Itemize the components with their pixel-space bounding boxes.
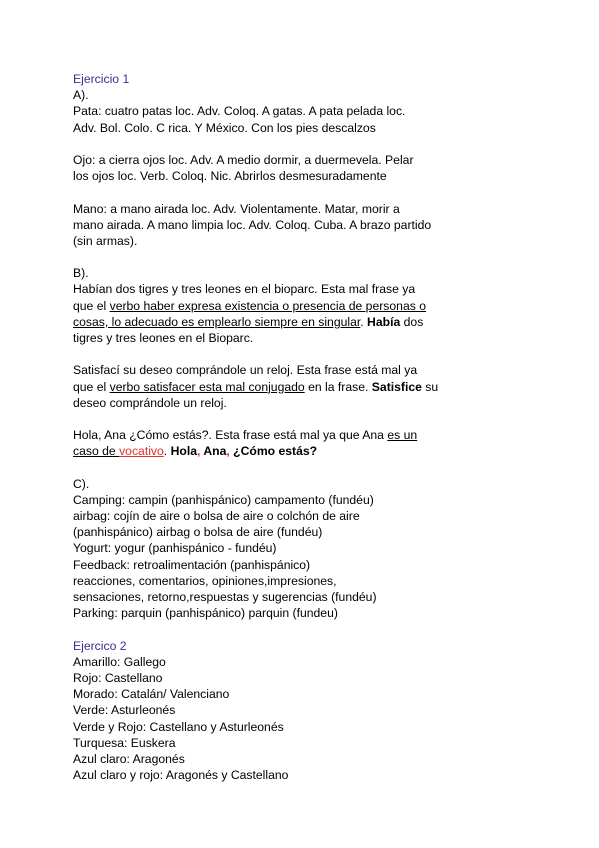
text-line: los ojos loc. Verb. Coloq. Nic. Abrirlos desmesuradamente	[73, 169, 387, 184]
blank-line	[73, 136, 573, 152]
list-item: Morado: Catalán/ Valenciano	[73, 687, 230, 702]
text-line: airbag: cojín de aire o bolsa de aire o colchón de aire	[73, 509, 360, 524]
text-span: Hola, Ana ¿Cómo estás?. Esta frase está mal ya que Ana	[73, 428, 388, 443]
red-comma: ,	[197, 444, 201, 459]
list-item: Azul claro: Aragonés	[73, 751, 185, 766]
text-line: Satisfací su deseo comprándole un reloj. Esta frase está mal ya	[73, 363, 418, 378]
text-line: Parking: parquin (panhispánico) parquin (fundeu)	[73, 606, 338, 621]
list-item: Verde: Asturleonés	[73, 703, 176, 718]
underlined-text: verbo satisfacer esta mal conjugado	[109, 379, 305, 394]
text-span: dos	[400, 314, 424, 329]
section-a-body	[73, 103, 573, 249]
text-span: que el	[73, 298, 110, 313]
text-line: Yogurt: yogur (panhispánico - fundéu)	[73, 541, 277, 556]
text-span: en la frase.	[304, 379, 372, 394]
bold-text: Había	[367, 314, 401, 329]
list-item: Rojo: Castellano	[73, 670, 163, 685]
text-line	[73, 443, 573, 459]
text-span: su	[421, 379, 439, 394]
section-a-label: A).	[73, 88, 89, 103]
text-line: (panhispánico) airbag o bolsa de aire (fundéu)	[73, 525, 323, 540]
text-line	[73, 427, 573, 443]
vocativo-highlight: vocativo	[119, 444, 164, 459]
text-line: Ojo: a cierra ojos loc. Adv. A medio dormir, a duermevela. Pelar	[73, 152, 414, 167]
exercise-2-heading: Ejercico 2	[73, 638, 127, 653]
text-line	[73, 314, 573, 330]
blank-line	[73, 249, 573, 265]
exercise-1-heading: Ejercicio 1	[73, 72, 130, 86]
underlined-text: verbo haber expresa existencia o presencia de personas o	[109, 298, 426, 313]
section-b-paragraph-1	[73, 281, 573, 346]
list-item: Azul claro y rojo: Aragonés y Castellano	[73, 768, 289, 783]
text-span: .	[360, 314, 368, 329]
text-line: (sin armas).	[73, 233, 138, 248]
blank-line	[73, 346, 573, 362]
text-span: .	[163, 444, 171, 459]
underlined-text: caso de	[73, 444, 120, 459]
section-b-paragraph-3	[73, 427, 573, 459]
text-line	[73, 298, 573, 314]
underlined-text: cosas, lo adecuado es emplearlo siempre en singular	[73, 314, 361, 329]
blank-line	[73, 411, 573, 427]
text-line: Mano: a mano airada loc. Adv. Violentamente. Matar, morir a	[73, 201, 400, 216]
blank-line	[73, 460, 573, 476]
blank-line	[73, 621, 573, 637]
text-line: Habían dos tigres y tres leones en el bioparc. Esta mal frase ya	[73, 282, 416, 297]
text-span: que el	[73, 379, 110, 394]
bold-text: Ana	[200, 444, 227, 459]
text-line	[73, 379, 573, 395]
document-page	[73, 71, 573, 783]
section-b-paragraph-2	[73, 362, 573, 411]
bold-text: Satisfice	[371, 379, 422, 394]
text-line: mano airada. A mano limpia loc. Adv. Coloq. Cuba. A brazo partido	[73, 217, 432, 232]
section-c-body	[73, 492, 573, 622]
bold-text: ¿Cómo estás?	[229, 444, 318, 459]
text-line: Feedback: retroalimentación (panhispánico)	[73, 557, 311, 572]
text-line: Camping: campin (panhispánico) campamento (fundéu)	[73, 492, 374, 507]
text-line: reacciones, comentarios, opiniones,impresiones,	[73, 573, 337, 588]
red-comma: ,	[226, 444, 230, 459]
exercise-2-list	[73, 654, 573, 784]
text-line: sensaciones, retorno,respuestas y sugerencias (fundéu)	[73, 590, 377, 604]
text-line: Pata: cuatro patas loc. Adv. Coloq. A gatas. A pata pelada loc.	[73, 104, 406, 119]
section-c-label: C).	[73, 476, 90, 491]
text-line: Adv. Bol. Colo. C rica. Y México. Con los pies descalzos	[73, 120, 376, 135]
list-item: Verde y Rojo: Castellano y Asturleonés	[73, 719, 284, 734]
text-line: tigres y tres leones en el Bioparc.	[73, 331, 254, 345]
underlined-text: es un	[387, 428, 418, 443]
blank-line	[73, 184, 573, 200]
section-b-label: B).	[73, 266, 89, 281]
text-line: deseo comprándole un reloj.	[73, 395, 227, 410]
list-item: Amarillo: Gallego	[73, 654, 166, 669]
bold-text: Hola	[170, 444, 197, 459]
list-item: Turquesa: Euskera	[73, 735, 176, 750]
